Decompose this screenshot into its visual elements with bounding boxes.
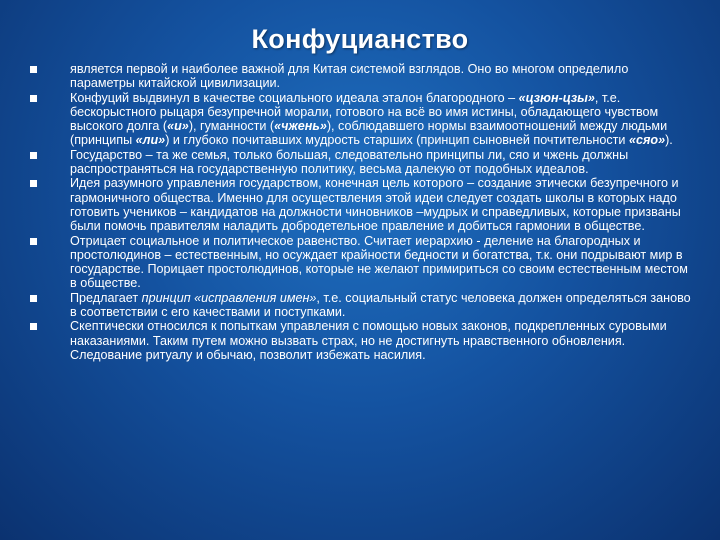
bullet-item	[28, 91, 692, 148]
text-segment: , т.е. бескорыстного рыцаря безупречной морали, готового на всё во имя истины, обладающего чувством высокого долга (	[70, 90, 659, 134]
bold-term: «ли»	[135, 133, 166, 148]
bullet-item	[28, 234, 692, 291]
text-segment: Скептически относился к попыткам управления с помощью новых законов, подкрепленных суровыми наказаниями. Таким путем можно вызвать страх, но не достигнуть нравственного обновления. Следование ритуалу и обычаю, позволит избежать насилия.	[70, 319, 667, 362]
slide-title: Конфуцианство	[251, 24, 469, 54]
text-segment: ) и глубоко почитавших мудрость старших (принцип сыновней почтительности	[165, 133, 629, 148]
square-bullet-icon	[30, 66, 37, 73]
text-segment: Государство – та же семья, только большая, следовательно принципы ли, сяо и чжень должны распространяться на государственную политику, весьма далекую от подобных идеалов.	[70, 147, 629, 177]
text-segment: Конфуций выдвинул в качестве социального идеала эталон благородного –	[70, 90, 519, 105]
text-segment: является первой и наиболее важной для Китая системой взглядов. Оно во многом определило параметры китайской цивилизации.	[70, 62, 629, 91]
text-segment: ).	[665, 133, 673, 148]
bold-term: «цзюн-цзы»	[518, 90, 595, 105]
bold-term: «сяо»	[628, 133, 666, 148]
bold-term: «чжень»	[274, 119, 327, 134]
square-bullet-icon	[30, 323, 37, 330]
text-segment: ), соблюдавшего нормы взаимоотношений между людьми (принципы	[70, 119, 668, 148]
bold-term: «и»	[167, 119, 189, 134]
bullet-list-container	[28, 62, 692, 362]
bullet-item	[28, 176, 692, 233]
square-bullet-icon	[30, 238, 37, 245]
text-segment: ), гуманности (	[188, 119, 275, 134]
text-segment: Идея разумного управления государством, конечная цель которого – создание этически безупречного и гармоничного общества. Именно для осуществления этой идеи следует создать школы в которых надо готовить учеников – кандидатов на должности чиновников –мудрых и справедливых, которые призваны были помочь правителям наладить добродетельное правление и добиться гармонии в обществе.	[70, 176, 681, 234]
square-bullet-icon	[30, 95, 37, 102]
bullet-item	[28, 319, 692, 362]
bullet-item	[28, 291, 692, 320]
text-segment: Отрицает социальное и политическое равенство. Считает иерархию - деление на благородных и простолюдинов – естественным, но осуждает крайности бедности и богатства, т.к. они подрывают мир в государстве. Порицает простолюдинов, которые не желают примириться со своим естественным местом в обществе.	[70, 233, 688, 291]
bullet-item	[28, 62, 692, 91]
bullet-item	[28, 148, 692, 177]
bullet-list	[28, 62, 692, 362]
square-bullet-icon	[30, 295, 37, 302]
text-segment: , т.е. социальный статус человека должен определяться заново в соответствии с его качествами и поступками.	[70, 290, 691, 320]
text-segment: Предлагает	[70, 290, 142, 305]
square-bullet-icon	[30, 152, 37, 159]
italic-term: принцип «исправления имен»	[141, 290, 317, 305]
square-bullet-icon	[30, 180, 37, 187]
